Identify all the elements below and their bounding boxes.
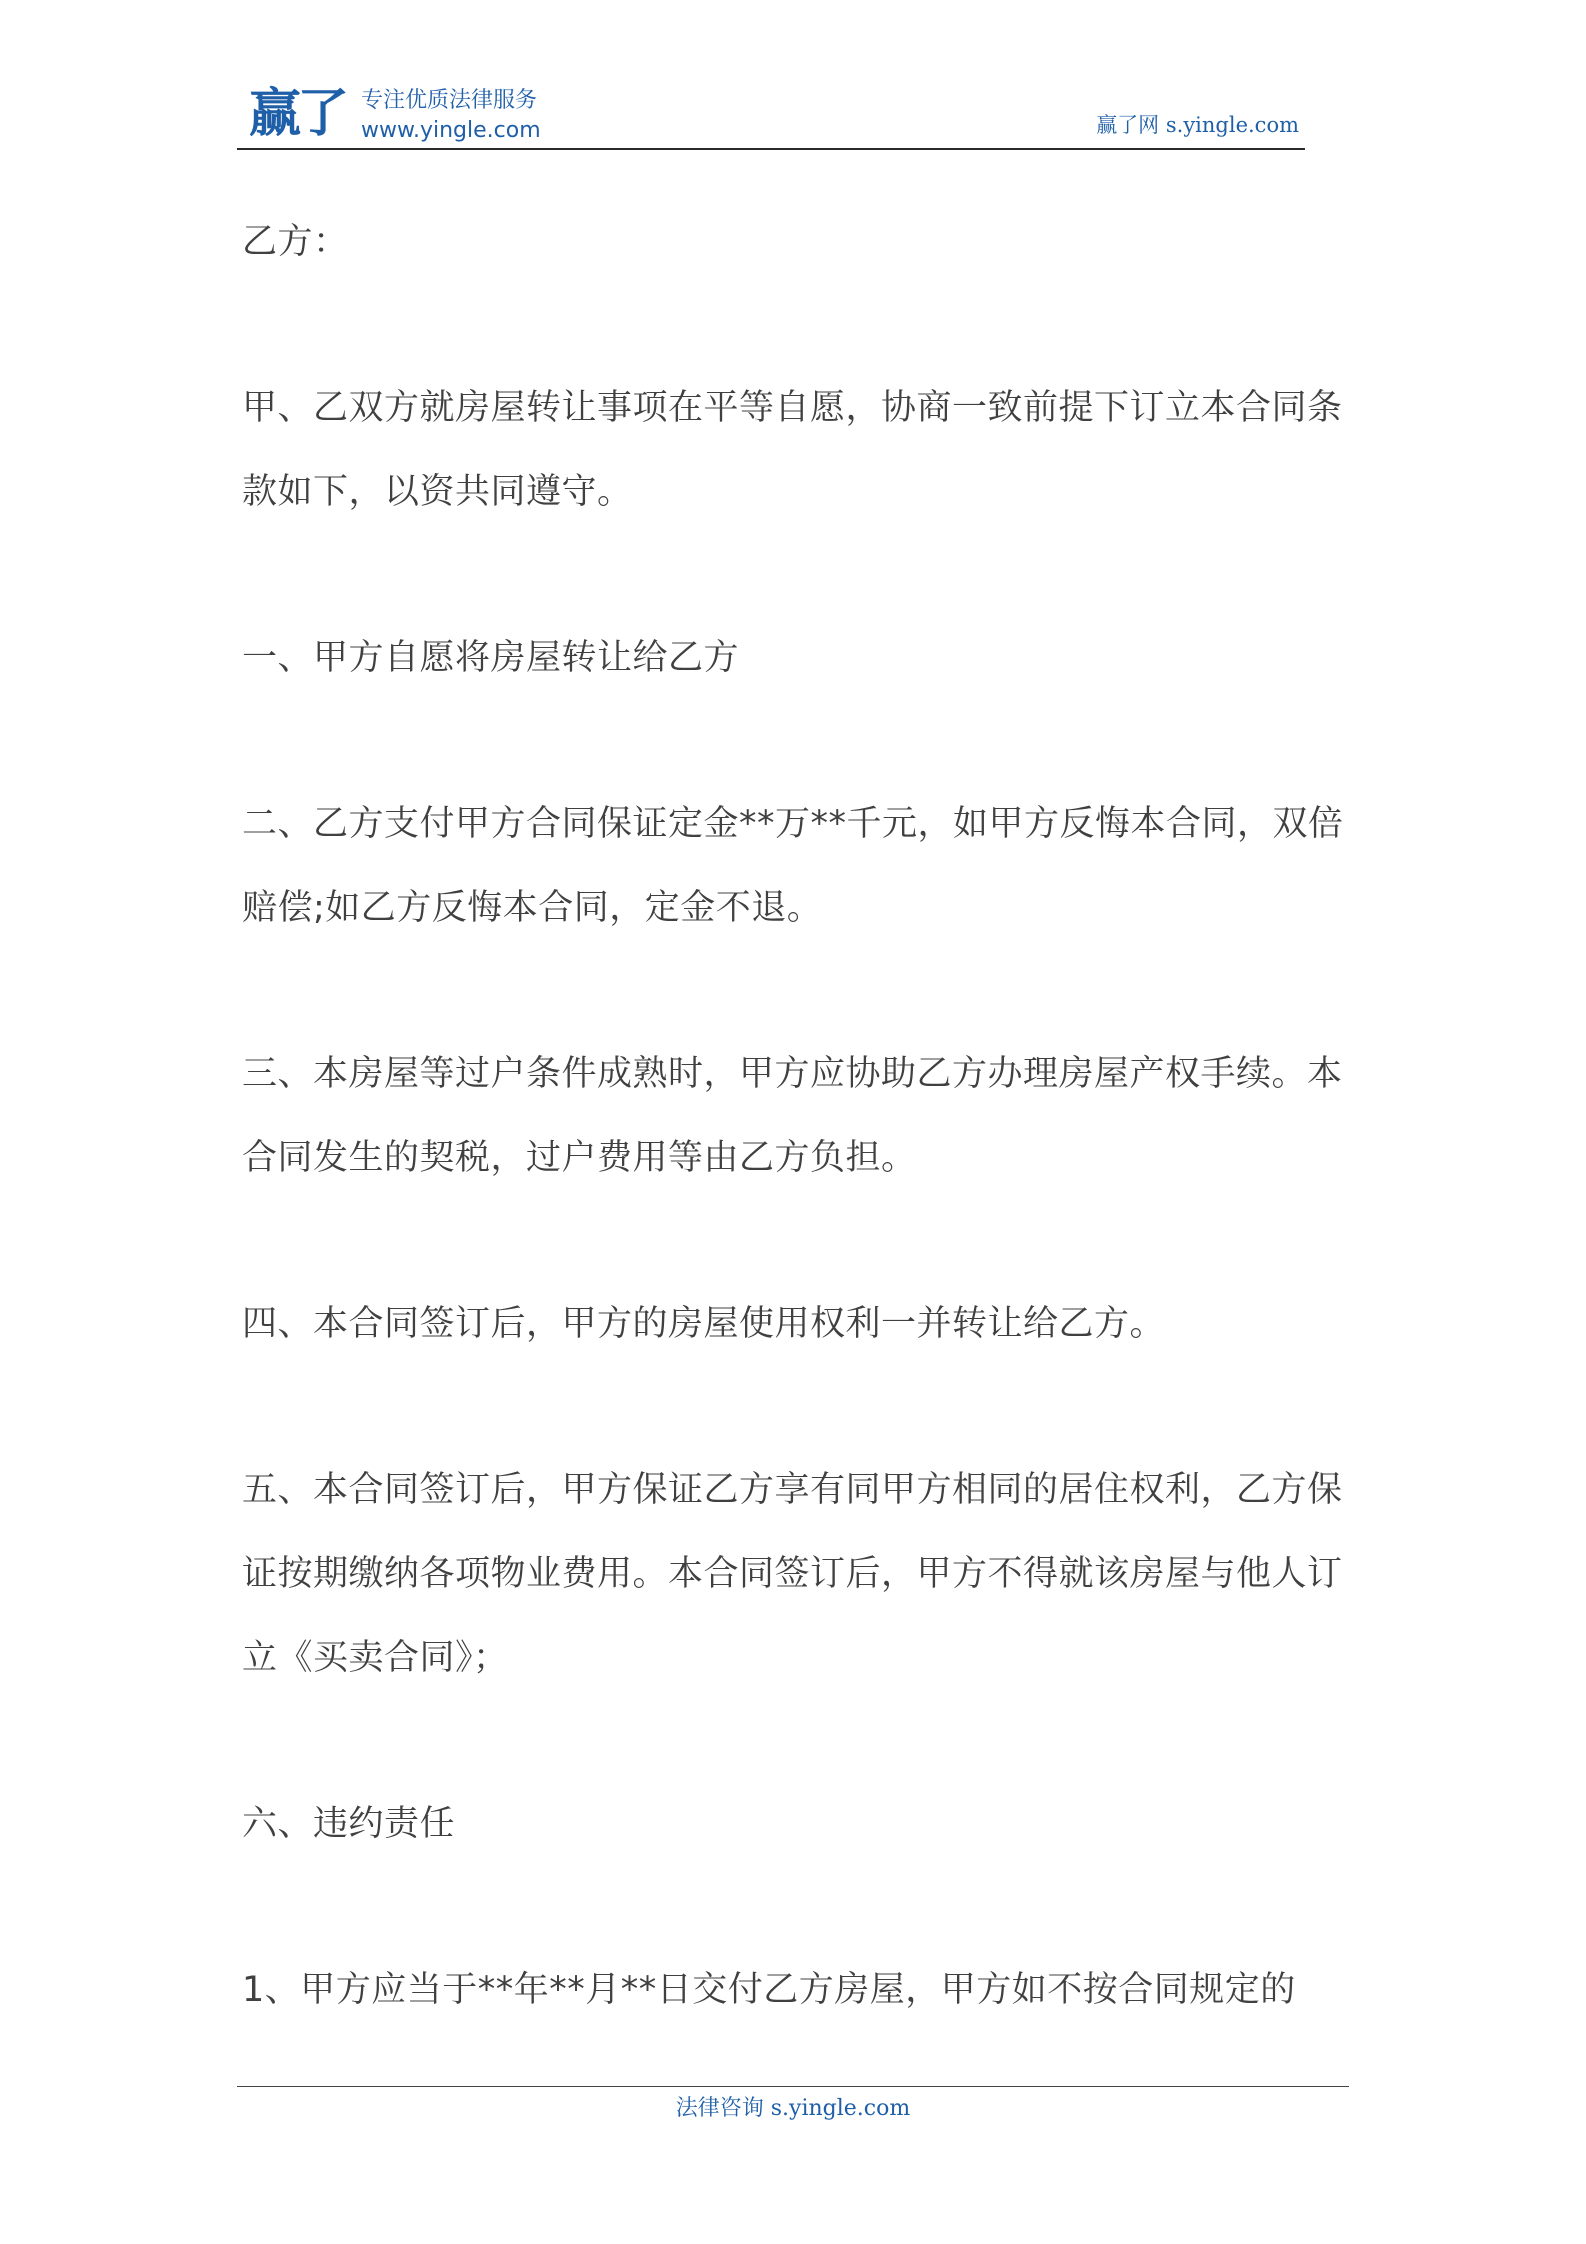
party-b-label: 乙方：: [242, 222, 349, 262]
clause-5: 五、本合同签订后，甲方保证乙方享有同甲方相同的居住权利，乙方保证按期缴纳各项物业费用。本合同签订后，甲方不得就该房屋与他人订立《买卖合同》；: [242, 1470, 1343, 1678]
clause-2: 二、乙方支付甲方合同保证定金**万**千元，如甲方反悔本合同，双倍赔偿;如乙方反悔本合同，定金不退。: [242, 804, 1344, 928]
document-body: [242, 200, 1362, 2032]
logo-tagline: 专注优质法律服务: [361, 88, 538, 113]
page-header: [237, 82, 1305, 150]
clause-6-heading: 六、违约责任: [242, 1804, 456, 1844]
footer-link[interactable]: 法律咨询 s.yingle.com: [675, 2096, 911, 2121]
header-site-link[interactable]: 赢了网 s.yingle.com: [1096, 113, 1299, 137]
preamble-paragraph: 甲、乙双方就房屋转让事项在平等自愿，协商一致前提下订立本合同条款如下，以资共同遵守。: [242, 388, 1343, 512]
clause-3: 三、本房屋等过户条件成熟时，甲方应协助乙方办理房屋产权手续。本合同发生的契税，过户费用等由乙方负担。: [242, 1054, 1343, 1178]
clause-6-item-1: 1、甲方应当于**年**月**日交付乙方房屋，甲方如不按合同规定的: [242, 1970, 1296, 2010]
yingle-logo: 赢了: [249, 84, 346, 144]
footer-divider: [237, 2086, 1349, 2087]
clause-4: 四、本合同签订后，甲方的房屋使用权利一并转让给乙方。: [242, 1304, 1166, 1344]
logo-url: www.yingle.com: [361, 118, 541, 143]
clause-1: 一、甲方自愿将房屋转让给乙方: [242, 638, 740, 678]
